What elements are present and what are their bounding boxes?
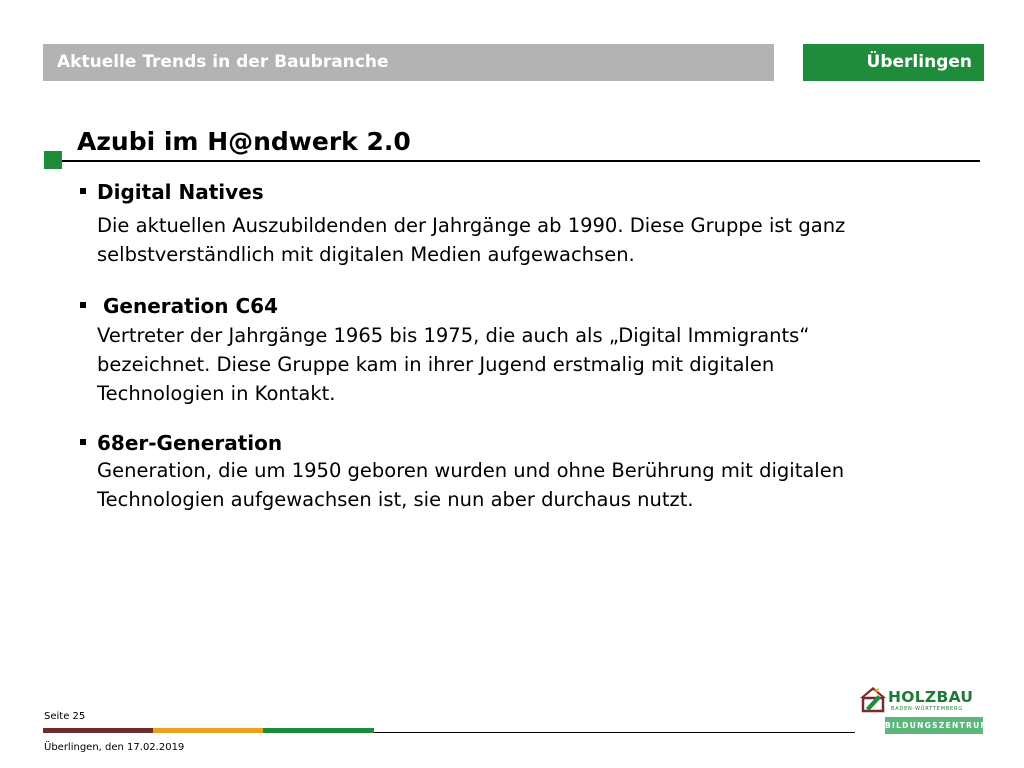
bullet-title-digital-natives: Digital Natives [97, 180, 264, 204]
logo-bar [885, 717, 990, 734]
page-number: Seite 25 [44, 711, 86, 722]
bullet-square-icon [80, 439, 86, 445]
title-square-icon [44, 151, 62, 169]
topic-header-bar [43, 44, 774, 81]
bullet-body-68er-generation [97, 456, 897, 514]
logo-wordmark: HOLZBAU [888, 688, 974, 706]
bullet-title-generation-c64: Generation C64 [103, 294, 279, 318]
bullet-body-line: Vertreter der Jahrgänge 1965 bis 1975, die auch als „Digital Immigrants“ [97, 324, 810, 347]
bullet-body-generation-c64 [97, 321, 897, 408]
title-underline [62, 160, 980, 162]
holzbau-logo [857, 684, 990, 736]
slide-title: Azubi im H@ndwerk 2.0 [77, 127, 411, 156]
bullet-body-line: Die aktuellen Auszubildenden der Jahrgänge ab 1990. Diese Gruppe ist ganz [97, 214, 846, 237]
bullet-body-line: Generation, die um 1950 geboren wurden und ohne Berührung mit digitalen [97, 459, 845, 482]
bullet-body-line: Technologien aufgewachsen ist, sie nun aber durchaus nutzt. [97, 488, 694, 511]
footer-bar-brown [43, 728, 153, 733]
bullet-body-line: selbstverständlich mit digitalen Medien aufgewachsen. [97, 243, 635, 266]
logo-subtitle: BADEN-WÜRTTEMBERG [891, 706, 963, 712]
bullet-title-68er-generation: 68er-Generation [97, 431, 283, 455]
house-logo-icon [857, 684, 891, 716]
location-badge [803, 44, 984, 81]
topic-header-text: Aktuelle Trends in der Baubranche [57, 52, 389, 72]
bullet-body-line: Technologien in Kontakt. [97, 382, 336, 405]
footer-bar-orange [153, 728, 263, 733]
bullet-body-line: bezeichnet. Diese Gruppe kam in ihrer Jugend erstmalig mit digitalen [97, 353, 775, 376]
bullet-square-icon [80, 188, 86, 194]
footer-date: Überlingen, den 17.02.2019 [44, 742, 185, 753]
bullet-body-digital-natives [97, 211, 897, 269]
footer-bar-green [263, 728, 374, 733]
logo-bar-text: BILDUNGSZENTRUM [885, 721, 990, 730]
location-badge-text: Überlingen [866, 52, 972, 72]
bullet-square-icon [80, 302, 86, 308]
